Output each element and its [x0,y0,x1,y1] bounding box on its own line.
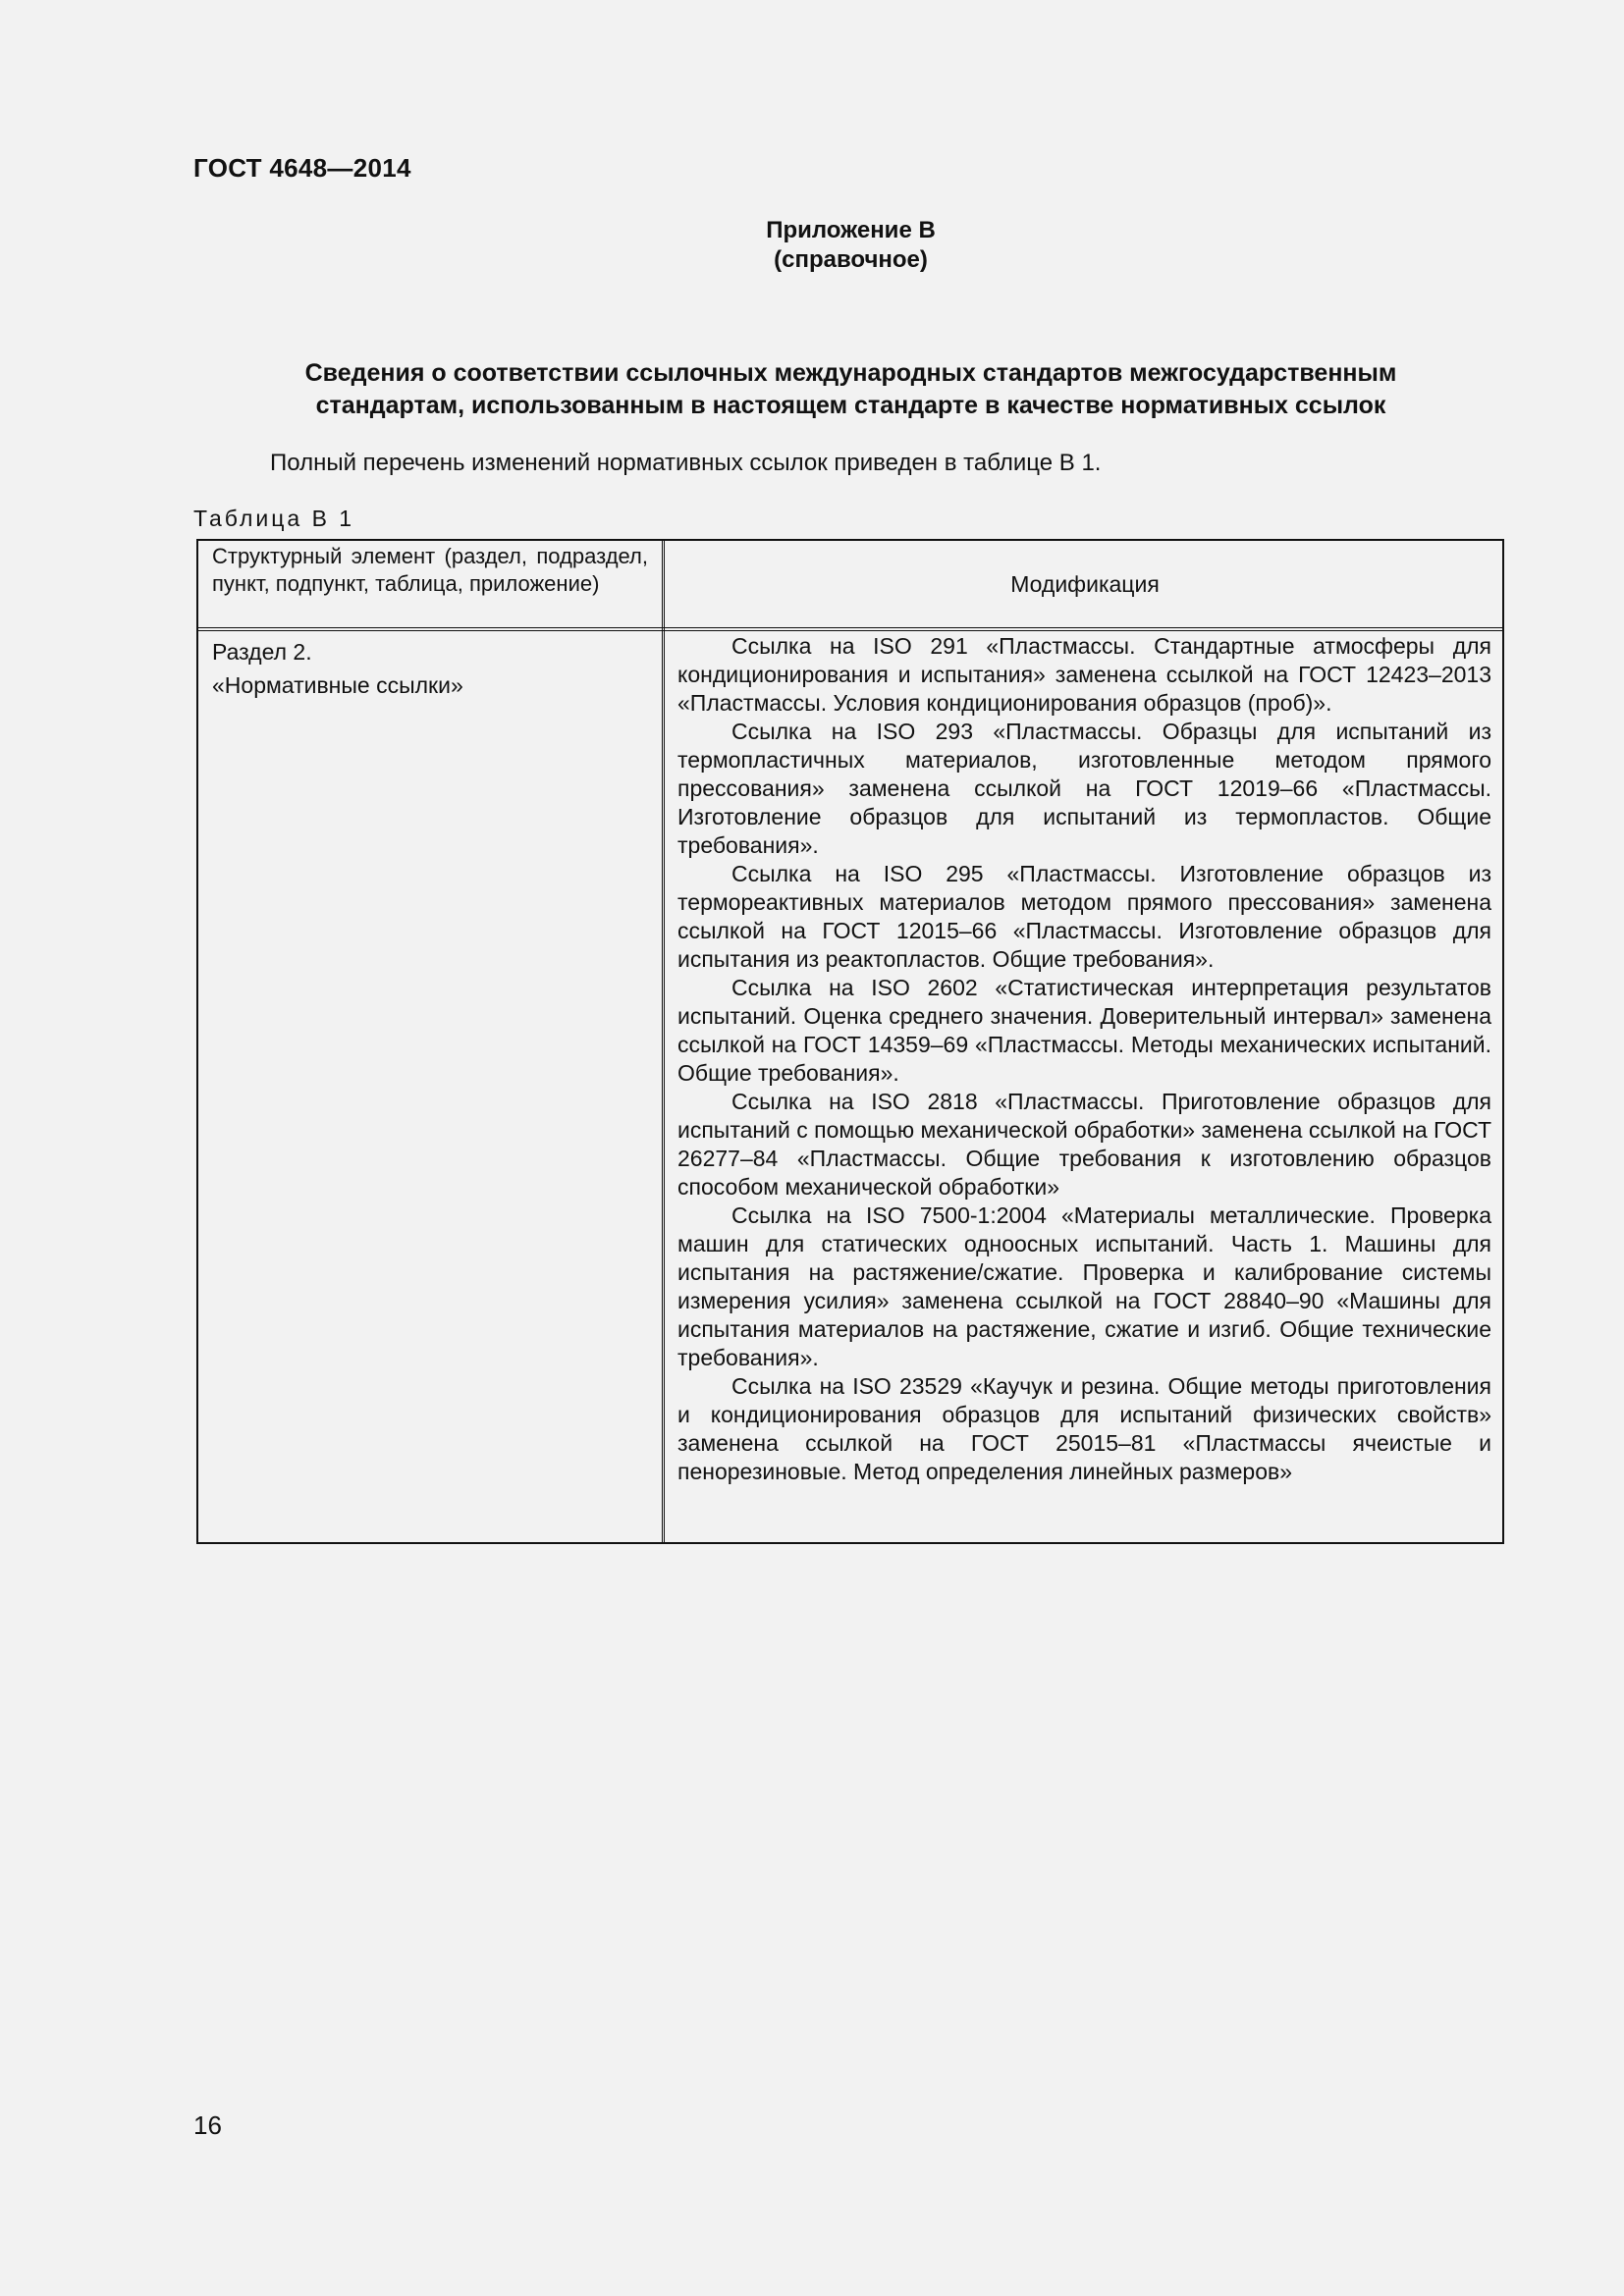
table-header-element: Структурный элемент (раздел, подраздел, пункт, подпункт, таблица, приложение) [212,544,648,596]
section-name: «Нормативные ссылки» [212,672,463,698]
intro-paragraph: Полный перечень изменений нормативных ссылок приведен в таблице В 1. [270,450,1102,476]
standard-designation: ГОСТ 4648—2014 [193,153,411,183]
annex-heading [0,216,1624,275]
modification-item: Ссылка на ISO 23529 «Каучук и резина. Общие методы приготовления и кондиционирования образцов для испытаний физических свойств» заменена ссылкой на ГОСТ 25015–81 «Пластмассы ячеистые и пенорезиновые. Метод определения линейных размеров» [677,1373,1491,1484]
modification-item: Ссылка на ISO 2602 «Статистическая интерпретация результатов испытаний. Оценка среднего значения. Доверительный интервал» заменена ссылкой на ГОСТ 14359–69 «Пластмассы. Методы механических испытаний. Общие требования». [677,975,1491,1086]
document-title-line-1: Сведения о соответствии ссылочных международных стандартов межгосударственным [304,359,1397,387]
modification-item: Ссылка на ISO 291 «Пластмассы. Стандартные атмосферы для кондиционирования и испытания» заменена ссылкой на ГОСТ 12423–2013 «Пластмассы. Условия кондиционирования образцов (проб)». [677,633,1491,716]
annex-status: (справочное) [774,246,928,273]
document-title-line-2: стандартам, использованным в настоящем стандарте в качестве нормативных ссылок [315,392,1386,419]
table-caption: Таблица В 1 [193,506,355,531]
table-row-modification-cell [677,632,1491,1486]
table-header-divider [198,627,1502,631]
section-number: Раздел 2. [212,639,312,665]
modification-item: Ссылка на ISO 295 «Пластмассы. Изготовление образцов из термореактивных материалов методом прямого прессования» заменена ссылкой на ГОСТ 12015–66 «Пластмассы. Изготовление образцов для испытания из реактопластов. Общие требования». [677,861,1491,972]
modification-item: Ссылка на ISO 2818 «Пластмассы. Приготовление образцов для испытаний с помощью механической обработки» заменена ссылкой на ГОСТ 26277–84 «Пластмассы. Общие требования к изготовлению образцов способом механической обработки» [677,1089,1491,1200]
table-header-modification: Модификация [1010,571,1160,597]
page-number: 16 [193,2110,222,2140]
references-table [196,539,1504,1544]
document-title [193,357,1508,422]
modification-item: Ссылка на ISO 7500-1:2004 «Материалы металлические. Проверка машин для статических одноосных испытаний. Часть 1. Машины для испытания на растяжение/сжатие. Проверка и калибрование системы измерения усилия» заменена ссылкой на ГОСТ 28840–90 «Машины для испытания материалов на растяжение, сжатие и изгиб. Общие технические требования». [677,1202,1491,1370]
annex-title: Приложение В [766,217,936,243]
table-row-section-cell [212,635,648,702]
table-column-divider [662,541,665,1542]
modification-item: Ссылка на ISO 293 «Пластмассы. Образцы для испытаний из термопластичных материалов, изготовленные методом прямого прессования» заменена ссылкой на ГОСТ 12019–66 «Пластмассы. Изготовление образцов для испытаний из термопластов. Общие требования». [677,719,1491,858]
